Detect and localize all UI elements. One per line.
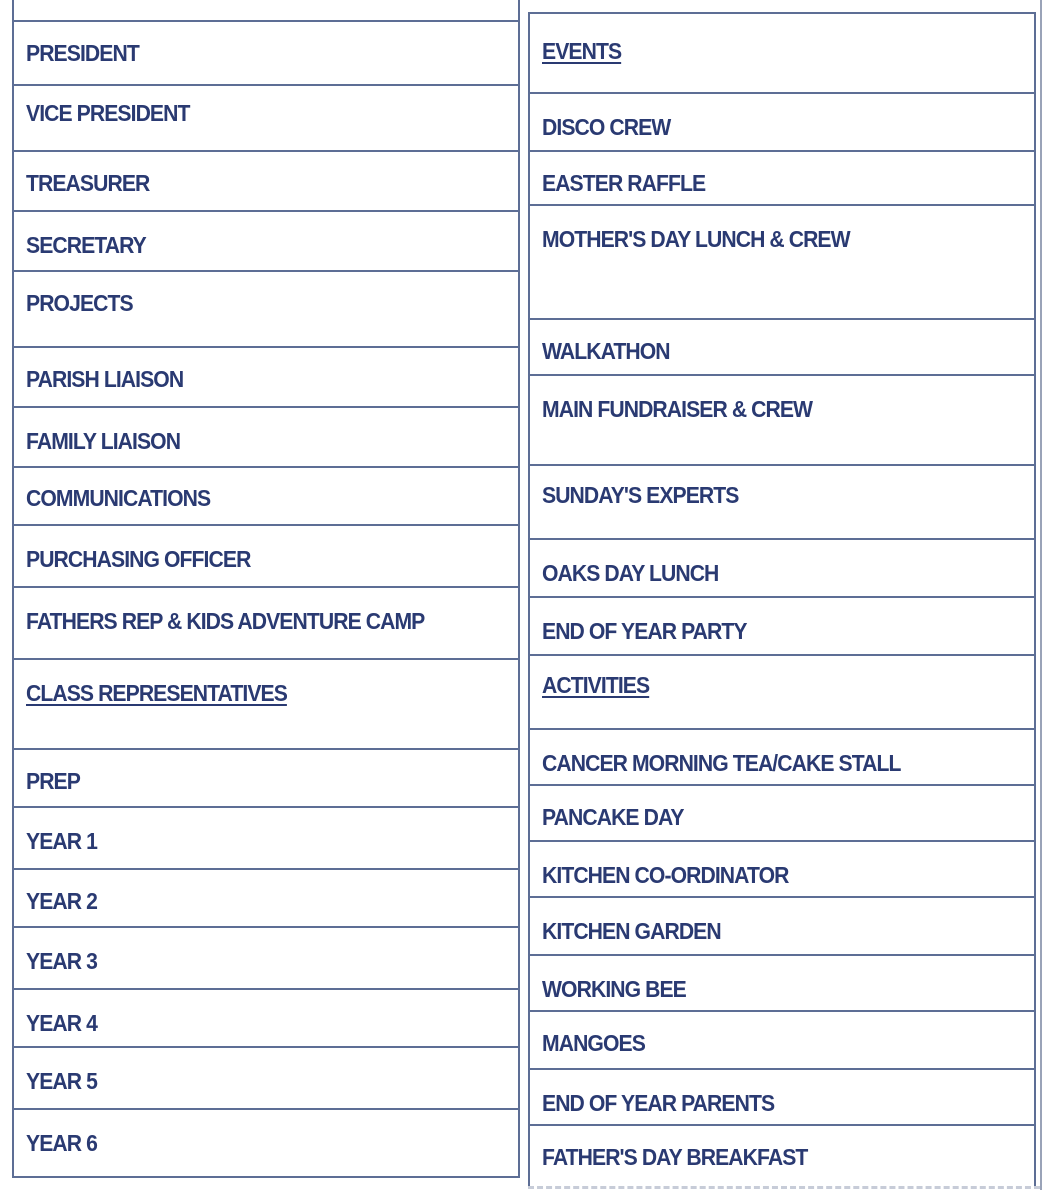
row-label: YEAR 3 <box>26 948 97 974</box>
table-row <box>528 954 1036 1010</box>
table-row <box>528 374 1036 464</box>
page-bottom-dashes <box>528 1186 1040 1189</box>
table-row <box>528 896 1036 954</box>
row-label: VICE PRESIDENT <box>26 100 190 126</box>
row-label: FATHER'S DAY BREAKFAST <box>542 1144 808 1170</box>
table-row <box>12 84 520 150</box>
table-row <box>528 1010 1036 1068</box>
row-label: EASTER RAFFLE <box>542 170 706 196</box>
row-label: FATHERS REP & KIDS ADVENTURE CAMP <box>26 608 425 634</box>
row-label: EVENTS <box>542 38 622 64</box>
row-label: OAKS DAY LUNCH <box>542 560 719 586</box>
row-label: YEAR 4 <box>26 1010 97 1036</box>
table-row <box>528 654 1036 728</box>
table-row <box>12 346 520 406</box>
table-row <box>12 406 520 466</box>
row-label: END OF YEAR PARENTS <box>542 1090 775 1116</box>
table-row <box>528 150 1036 204</box>
table-row <box>528 784 1036 840</box>
table-row <box>12 1046 520 1108</box>
left-role-table <box>12 0 520 1178</box>
table-row <box>12 20 520 84</box>
table-row <box>12 586 520 658</box>
row-label: CANCER MORNING TEA/CAKE STALL <box>542 750 901 776</box>
table-row <box>12 466 520 524</box>
row-label: PARISH LIAISON <box>26 366 184 392</box>
table-row <box>12 806 520 868</box>
row-label: TREASURER <box>26 170 150 196</box>
row-label: DISCO CREW <box>542 114 671 140</box>
row-label: PREP <box>26 768 80 794</box>
page-edge-line <box>1040 0 1042 1190</box>
row-label: PROJECTS <box>26 290 133 316</box>
row-label: PURCHASING OFFICER <box>26 546 251 572</box>
table-row <box>12 926 520 988</box>
row-label: YEAR 5 <box>26 1068 97 1094</box>
row-label: SECRETARY <box>26 232 146 258</box>
table-row <box>528 12 1036 92</box>
row-label: YEAR 2 <box>26 888 97 914</box>
table-row <box>528 596 1036 654</box>
row-label: MOTHER'S DAY LUNCH & CREW <box>542 226 850 252</box>
row-label: CLASS REPRESENTATIVES <box>26 680 287 706</box>
table-row <box>12 524 520 586</box>
row-label: MANGOES <box>542 1030 645 1056</box>
row-label: YEAR 1 <box>26 828 97 854</box>
table-row <box>528 1068 1036 1124</box>
table-row <box>12 988 520 1046</box>
row-label: MAIN FUNDRAISER & CREW <box>542 396 813 422</box>
row-label: WALKATHON <box>542 338 670 364</box>
row-label: END OF YEAR PARTY <box>542 618 747 644</box>
row-label: WORKING BEE <box>542 976 686 1002</box>
table-row <box>528 204 1036 318</box>
row-label: PANCAKE DAY <box>542 804 684 830</box>
row-label: COMMUNICATIONS <box>26 485 211 511</box>
table-row <box>528 1124 1036 1186</box>
table-row <box>12 150 520 210</box>
right-role-table <box>528 12 1036 1186</box>
table-row <box>12 658 520 748</box>
table-row <box>12 748 520 806</box>
row-label: ACTIVITIES <box>542 672 650 698</box>
table-row <box>12 1108 520 1178</box>
table-row <box>528 538 1036 596</box>
row-label: SUNDAY'S EXPERTS <box>542 482 739 508</box>
table-row <box>528 840 1036 896</box>
row-label: PRESIDENT <box>26 40 139 66</box>
row-label: YEAR 6 <box>26 1130 97 1156</box>
row-label: KITCHEN CO-ORDINATOR <box>542 862 789 888</box>
table-row <box>12 270 520 346</box>
table-row <box>528 92 1036 150</box>
table-row <box>12 868 520 926</box>
row-label: KITCHEN GARDEN <box>542 918 721 944</box>
table-row <box>528 464 1036 538</box>
table-row <box>12 210 520 270</box>
table-row <box>528 318 1036 374</box>
row-label: FAMILY LIAISON <box>26 428 181 454</box>
table-row <box>528 728 1036 784</box>
